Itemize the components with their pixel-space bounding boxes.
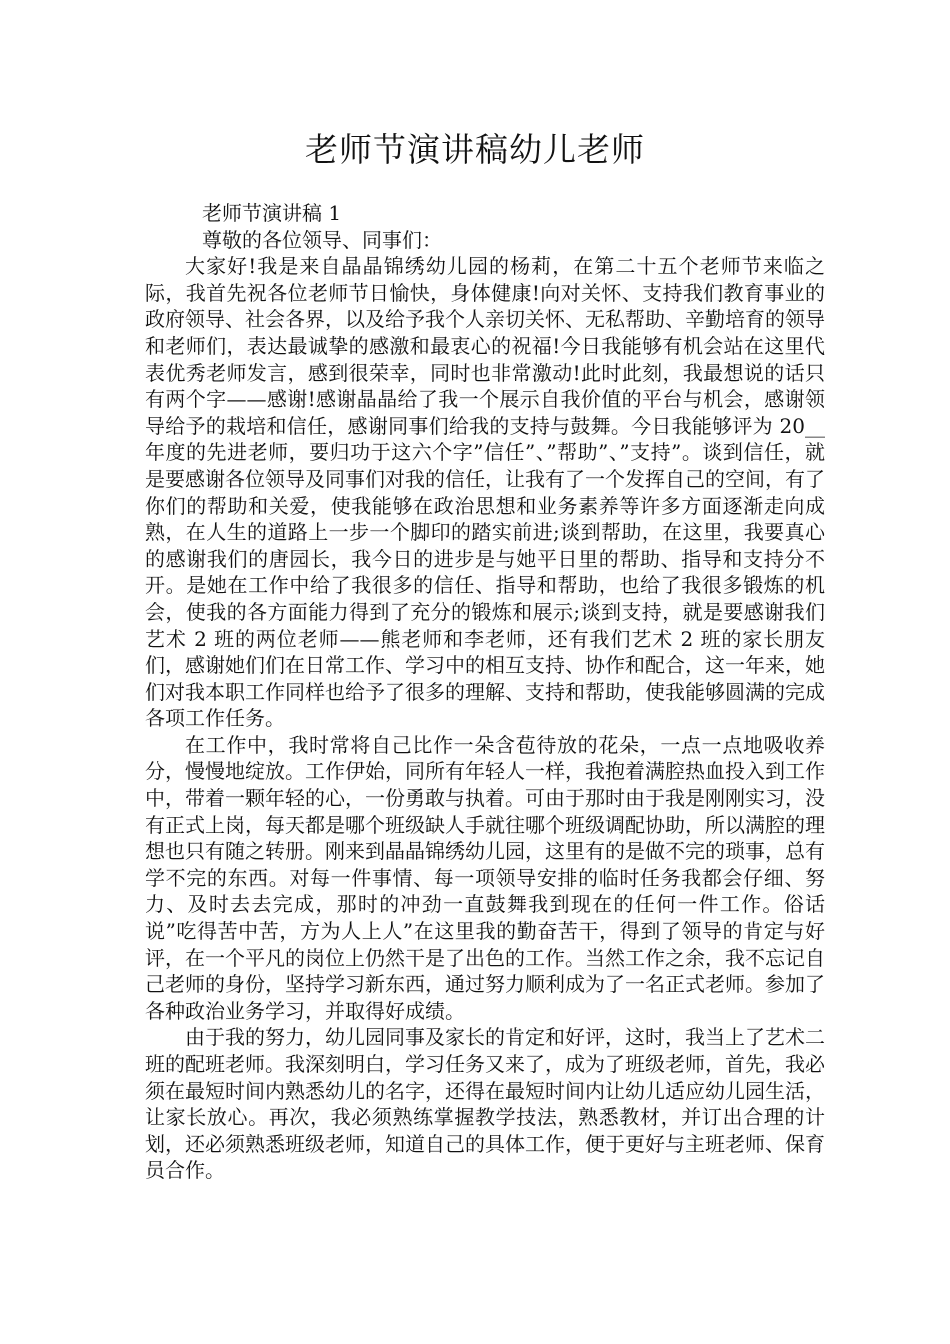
body-paragraph: 大家好!我是来自晶晶锦绣幼儿园的杨莉，在第二十五个老师节来临之际，我首先祝各位老师节日愉快，身体健康!向对关怀、支持我们教育事业的政府领导、社会各界，以及给予我个人亲切关怀、无私帮助、辛勤培育的领导和老师们，表达最诚挚的感激和最衷心的祝福!今日我能够有机会站在这里代表优秀老师发言，感到很荣幸，同时也非常激动!此时此刻，我最想说的话只有两个字——感谢!感谢晶晶给了我一个展示自我价值的平台与机会，感谢领导给予的栽培和信任，感谢同事们给我的支持与鼓舞。今日我能够评为 20__年度的先进老师，要归功于这六个字”信任”、”帮助”、”支持”。谈到信任，就是要感谢各位领导及同事们对我的信任，让我有了一个发挥自己的空间，有了你们的帮助和关爱，使我能够在政治思想和业务素养等许多方面逐渐走向成熟，在人生的道路上一步一个脚印的踏实前进;谈到帮助，在这里，我要真心的感谢我们的唐园长，我今日的进步是与她平日里的帮助、指导和支持分不开。是她在工作中给了我很多的信任、指导和帮助，也给了我很多锻炼的机会，使我的各方面能力得到了充分的锻炼和展示;谈到支持，就是要感谢我们艺术 2 班的两位老师——熊老师和李老师，还有我们艺术 2 班的家长朋友们，感谢她们们在日常工作、学习中的相互支持、协作和配合，这一年来，她们对我本职工作同样也给予了很多的理解、支持和帮助，使我能够圆满的完成各项工作任务。 [145, 254, 825, 731]
document-title: 老师节演讲稿幼儿老师 [305, 130, 645, 169]
body-paragraph: 在工作中，我时常将自己比作一朵含苞待放的花朵，一点一点地吸收养分，慢慢地绽放。工作伊始，同所有年轻人一样，我抱着满腔热血投入到工作中，带着一颗年轻的心，一份勇敢与执着。可由于那时由于我是刚刚实习，没有正式上岗，每天都是哪个班级缺人手就往哪个班级调配协助，所以满腔的理想也只有随之转册。刚来到晶晶锦绣幼儿园，这里有的是做不完的琐事，总有学不完的东西。对每一件事情、每一项领导安排的临时任务我都会仔细、努力、及时去去完成，那时的冲劲一直鼓舞我到现在的任何一件工作。俗话说”吃得苦中苦，方为人上人”在这里我的勤奋苦干，得到了领导的肯定与好评，在一个平凡的岗位上仍然干是了出色的工作。当然工作之余，我不忘记自己老师的身份，坚持学习新东西，通过努力顺利成为了一名正式老师。参加了各种政治业务学习，并取得好成绩。 [145, 732, 825, 1023]
body-paragraph: 由于我的努力，幼儿园同事及家长的肯定和好评，这时，我当上了艺术二班的配班老师。我深刻明白，学习任务又来了，成为了班级老师，首先，我必须在最短时间内熟悉幼儿的名字，还得在最短时间内让幼儿适应幼儿园生活，让家长放心。再次，我必须熟练掌握教学技法，熟悉教材，并订出合理的计划，还必须熟悉班级老师，知道自己的具体工作，便于更好与主班老师、保育员合作。 [145, 1025, 825, 1183]
document-body [145, 200, 825, 1184]
salutation: 尊敬的各位领导、同事们： [202, 227, 442, 252]
speech-subtitle: 老师节演讲稿 1 [202, 201, 342, 225]
